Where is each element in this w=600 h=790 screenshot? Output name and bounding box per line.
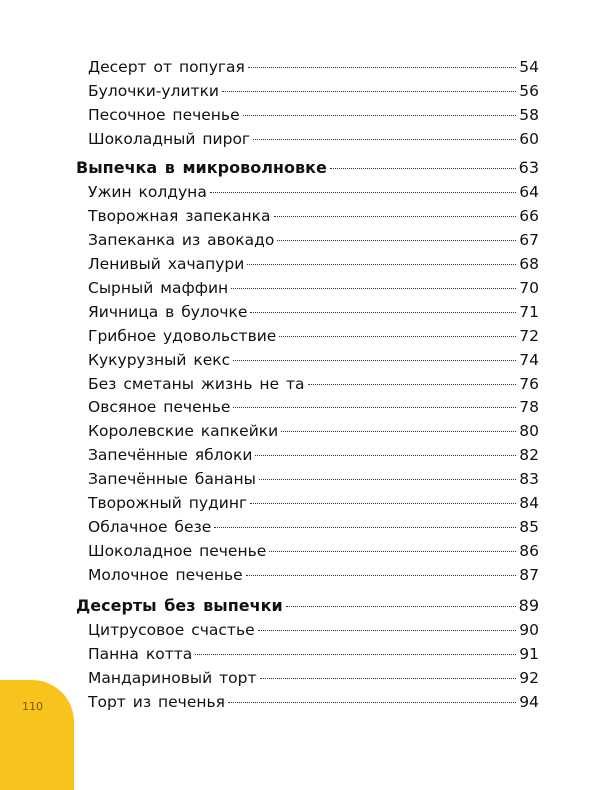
dot-leader: [253, 139, 516, 140]
toc-entry[interactable]: [76, 643, 539, 667]
toc-entry-page: 74: [519, 350, 539, 369]
dot-leader: [255, 455, 516, 456]
dot-leader: [308, 384, 516, 385]
toc-entry-title: Булочки-улитки: [88, 81, 220, 100]
dot-leader: [330, 168, 516, 169]
toc-entry-title: Запеканка из авокадо: [88, 231, 275, 250]
toc-entry-title: Десерт от попугая: [88, 58, 245, 76]
toc-entry[interactable]: [76, 128, 539, 152]
toc-entry-title: Шоколадный пирог: [88, 129, 251, 148]
dot-leader: [210, 192, 516, 193]
toc-entry-page: 80: [519, 422, 539, 441]
toc-entry[interactable]: [76, 181, 539, 205]
toc-entry-page: 60: [519, 129, 539, 148]
toc-entry[interactable]: [76, 492, 539, 516]
dot-leader: [247, 264, 516, 265]
toc-entry-page: 72: [519, 326, 539, 345]
toc-entry-title: Запечённые яблоки: [88, 446, 253, 465]
toc-entry-page: 66: [519, 207, 539, 226]
dot-leader: [250, 312, 516, 313]
toc-entry-page: 64: [519, 183, 539, 202]
dot-leader: [260, 678, 516, 679]
dot-leader: [279, 336, 516, 337]
toc-section-title: Десерты без выпечки: [76, 595, 283, 615]
toc-entry-page: 71: [519, 302, 539, 321]
dot-leader: [214, 527, 516, 528]
toc-entry-page: 85: [519, 517, 539, 536]
toc-entry-title: Творожная запеканка: [88, 207, 271, 226]
toc-entry-page: 91: [519, 645, 539, 664]
toc-entry[interactable]: [76, 253, 539, 277]
toc-entry-title: Грибное удовольствие: [88, 326, 277, 345]
toc-entry-page: 68: [519, 255, 539, 274]
dot-leader: [228, 702, 516, 703]
dot-leader: [233, 360, 516, 361]
dot-leader: [243, 115, 516, 116]
toc-entry[interactable]: [76, 444, 539, 468]
toc-entry[interactable]: [76, 540, 539, 564]
page-corner-tab: [0, 680, 74, 790]
toc-entry-page: 82: [519, 446, 539, 465]
toc-entry-title: Шоколадное печенье: [88, 541, 267, 560]
toc-section-microwave[interactable]: [76, 156, 539, 180]
dot-leader: [274, 216, 516, 217]
toc-section-page: 63: [518, 157, 539, 177]
toc-entry-title: Песочное печенье: [88, 105, 240, 124]
toc-entry-page: 83: [519, 470, 539, 489]
toc-entry-page: 90: [519, 621, 539, 640]
toc-entry[interactable]: [76, 619, 539, 643]
toc-entry-title: Творожный пудинг: [88, 494, 248, 513]
toc-entry[interactable]: [76, 564, 539, 588]
toc-entry-page: 76: [519, 374, 539, 393]
toc-entry-title: Без сметаны жизнь не та: [88, 374, 305, 393]
dot-leader: [231, 288, 516, 289]
dot-leader: [258, 630, 516, 631]
toc-entry[interactable]: [76, 468, 539, 492]
dot-leader: [269, 551, 516, 552]
dot-leader: [248, 67, 516, 68]
toc-entry[interactable]: [76, 667, 539, 691]
toc-entry[interactable]: [76, 420, 539, 444]
toc-section-no-bake[interactable]: [76, 594, 539, 618]
toc-entry-page: 56: [519, 81, 539, 100]
table-of-contents: [76, 56, 539, 715]
toc-entry-title: Ленивый хачапури: [88, 255, 245, 274]
toc-entry-title: Молочное печенье: [88, 565, 243, 584]
toc-entry[interactable]: [76, 325, 539, 349]
toc-entry-page: 94: [519, 693, 539, 712]
dot-leader: [195, 654, 516, 655]
dot-leader: [233, 407, 516, 408]
dot-leader: [286, 606, 516, 607]
toc-entry-title: Торт из печенья: [88, 693, 225, 712]
dot-leader: [259, 479, 516, 480]
toc-entry-title: Кукурузный кекс: [88, 350, 231, 369]
toc-entry-title: Облачное безе: [88, 517, 212, 536]
toc-entry-page: 54: [519, 58, 539, 76]
toc-entry[interactable]: [76, 104, 539, 128]
toc-entry[interactable]: [76, 301, 539, 325]
dot-leader: [246, 575, 516, 576]
toc-entry[interactable]: [76, 277, 539, 301]
toc-entry-page: 78: [519, 398, 539, 417]
toc-entry-page: 86: [519, 541, 539, 560]
toc-entry[interactable]: [76, 56, 539, 80]
toc-entry[interactable]: [76, 691, 539, 715]
toc-entry[interactable]: [76, 80, 539, 104]
toc-entry-title: Сырный маффин: [88, 279, 229, 298]
toc-entry-page: 58: [519, 105, 539, 124]
toc-entry-title: Цитрусовое счастье: [88, 621, 255, 640]
dot-leader: [222, 91, 516, 92]
toc-entry[interactable]: [76, 396, 539, 420]
toc-entry-title: Панна котта: [88, 645, 193, 664]
toc-section-page: 89: [518, 595, 539, 615]
toc-entry-page: 84: [519, 494, 539, 513]
dot-leader: [277, 240, 516, 241]
toc-entry[interactable]: [76, 229, 539, 253]
toc-entry-title: Мандариновый торт: [88, 669, 257, 688]
toc-entry-page: 70: [519, 279, 539, 298]
toc-entry[interactable]: [76, 373, 539, 397]
page-number: 110: [22, 700, 43, 713]
toc-entry-title: Ужин колдуна: [88, 183, 207, 202]
toc-section-title: Выпечка в микроволновке: [76, 157, 327, 177]
toc-entry-page: 92: [519, 669, 539, 688]
toc-entry[interactable]: [76, 349, 539, 373]
toc-entry[interactable]: [76, 205, 539, 229]
dot-leader: [250, 503, 516, 504]
dot-leader: [281, 431, 516, 432]
toc-entry[interactable]: [76, 516, 539, 540]
toc-entry-title: Яичница в булочке: [88, 302, 248, 321]
toc-entry-title: Запечённые бананы: [88, 470, 256, 489]
toc-entry-title: Королевские капкейки: [88, 422, 279, 441]
toc-entry-page: 87: [519, 565, 539, 584]
toc-entry-title: Овсяное печенье: [88, 398, 231, 417]
toc-entry-page: 67: [519, 231, 539, 250]
